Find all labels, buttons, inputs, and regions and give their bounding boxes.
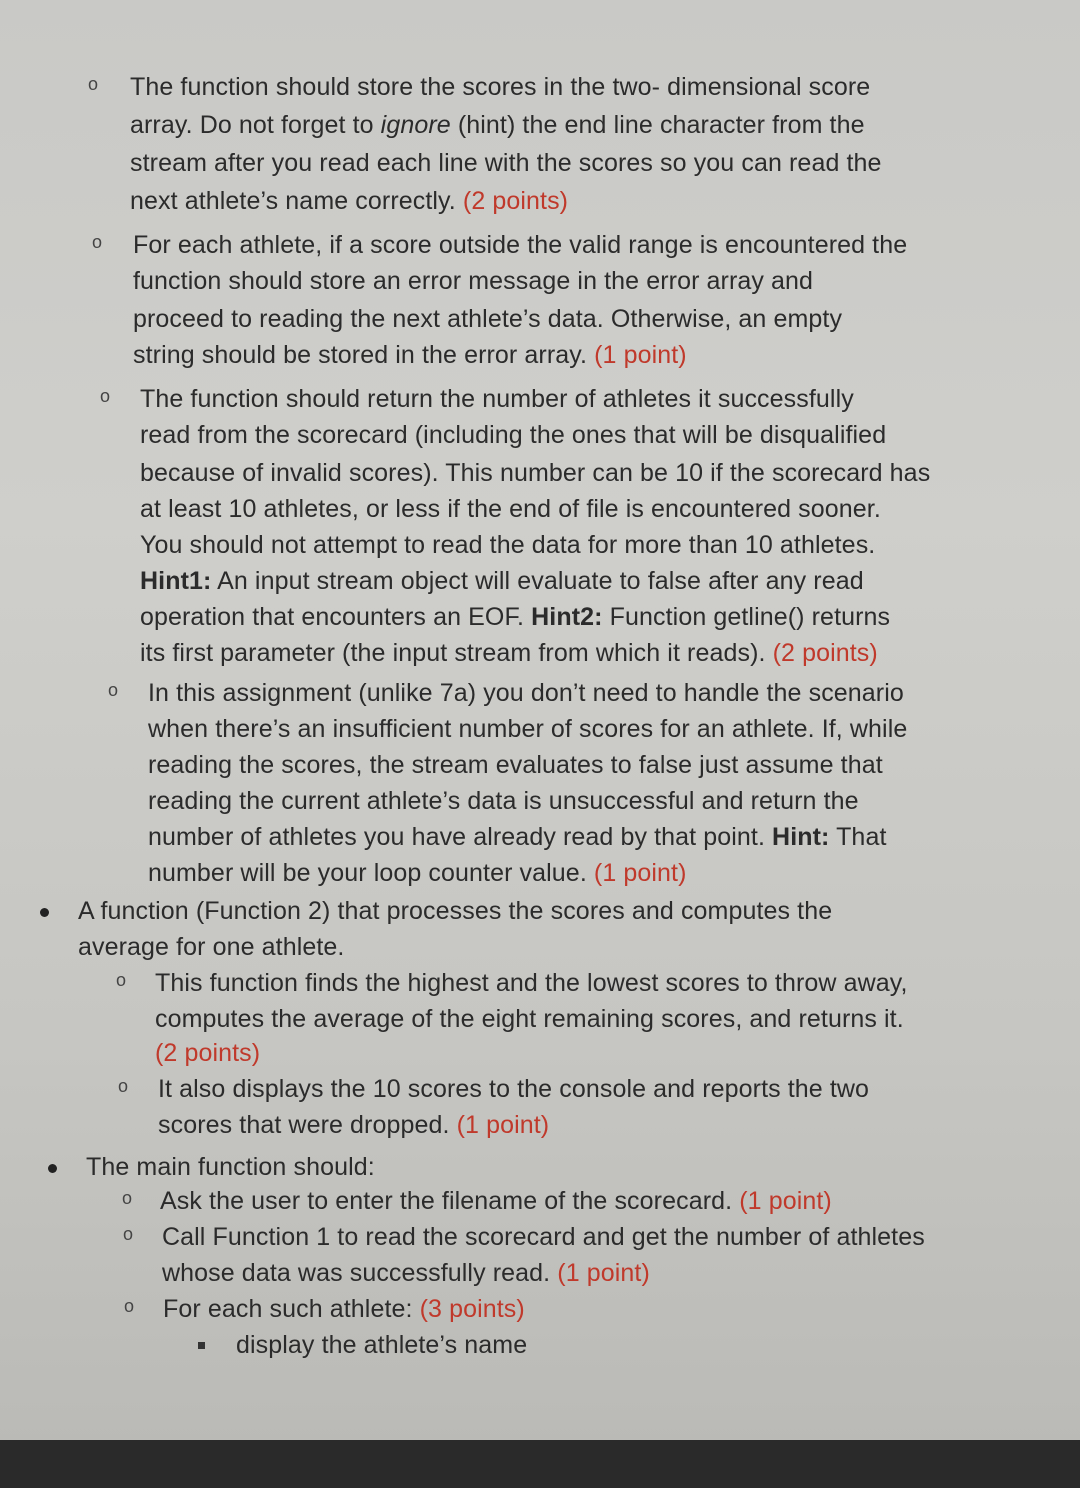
text-line: The main function should:	[86, 1153, 375, 1181]
text-line: You should not attempt to read the data for more than 10 athletes.	[140, 531, 876, 559]
points-label: (2 points)	[455, 187, 569, 215]
points-label: (2 points)	[765, 639, 878, 667]
text-line: next athlete’s name correctly. (2 points)	[130, 187, 569, 215]
bullet-circle-icon: o	[108, 680, 119, 700]
text-line: Ask the user to enter the filename of the scorecard. (1 point)	[160, 1187, 832, 1215]
text-line: reading the scores, the stream evaluates to false just assume that	[148, 751, 883, 779]
text-line: operation that encounters an EOF. Hint2: Function getline() returns	[140, 603, 891, 631]
bullet-circle-icon: o	[124, 1296, 135, 1316]
text-line: reading the current athlete’s data is unsuccessful and return the	[148, 787, 859, 815]
bullet-circle-icon: o	[100, 386, 111, 406]
text-line: function should store an error message in the error array and	[133, 267, 814, 295]
text-line: number will be your loop counter value. (1 point)	[148, 859, 687, 887]
text-line: at least 10 athletes, or less if the end of file is encountered sooner.	[140, 495, 881, 523]
text-line: A function (Function 2) that processes the scores and computes the	[78, 897, 833, 925]
text-line: average for one athlete.	[78, 933, 345, 961]
screen-bottom-edge	[0, 1440, 1080, 1488]
bullet-circle-icon: o	[123, 1224, 134, 1244]
points-label: (1 point)	[550, 1259, 650, 1287]
bullet-square-icon	[198, 1342, 205, 1349]
points-label: (1 point)	[449, 1111, 550, 1139]
text-line: whose data was successfully read. (1 point)	[162, 1259, 650, 1287]
text-line: It also displays the 10 scores to the console and reports the two	[158, 1075, 870, 1103]
text-line: array. Do not forget to ignore (hint) the end line character from the	[130, 111, 865, 139]
bullet-circle-icon: o	[88, 74, 99, 94]
text-line: For each athlete, if a score outside the valid range is encountered the	[133, 231, 908, 259]
points-label: (1 point)	[586, 859, 687, 887]
text-line: Hint1: An input stream object will evaluate to false after any read	[140, 567, 864, 595]
text-line: stream after you read each line with the scores so you can read the	[130, 149, 882, 177]
text-line: For each such athlete: (3 points)	[163, 1295, 525, 1323]
text-line: when there’s an insufficient number of scores for an athlete. If, while	[148, 715, 908, 743]
text-line: proceed to reading the next athlete’s data. Otherwise, an empty	[133, 305, 843, 333]
bullet-circle-icon: o	[92, 232, 103, 252]
text-line: its first parameter (the input stream from which it reads). (2 points)	[140, 639, 878, 667]
bullet-dot-icon	[40, 908, 49, 917]
text-line: The function should store the scores in the two- dimensional score	[130, 73, 871, 101]
bullet-circle-icon: o	[116, 970, 127, 990]
points-label: (2 points)	[155, 1039, 261, 1067]
points-label: (3 points)	[412, 1295, 525, 1323]
bullet-circle-icon: o	[122, 1188, 133, 1208]
bullet-circle-icon: o	[118, 1076, 129, 1096]
text-line: This function finds the highest and the lowest scores to throw away,	[155, 969, 908, 997]
text-line: computes the average of the eight remaining scores, and returns it.	[155, 1005, 904, 1033]
text-line: In this assignment (unlike 7a) you don’t need to handle the scenario	[148, 679, 904, 707]
text-line: read from the scorecard (including the ones that will be disqualified	[140, 421, 887, 449]
text-line: display the athlete’s name	[236, 1331, 528, 1359]
bullet-dot-icon	[48, 1164, 57, 1173]
text-line: Call Function 1 to read the scorecard and get the number of athletes	[162, 1223, 925, 1251]
text-line	[155, 1036, 260, 1070]
text-line: because of invalid scores). This number can be 10 if the scorecard has	[140, 459, 931, 487]
text-line: scores that were dropped. (1 point)	[158, 1111, 550, 1139]
text-line: The function should return the number of athletes it successfully	[140, 385, 854, 413]
points-label: (1 point)	[587, 341, 687, 369]
points-label: (1 point)	[732, 1187, 832, 1215]
text-line: number of athletes you have already read by that point. Hint: That	[148, 823, 887, 851]
text-line: string should be stored in the error array. (1 point)	[133, 341, 687, 369]
